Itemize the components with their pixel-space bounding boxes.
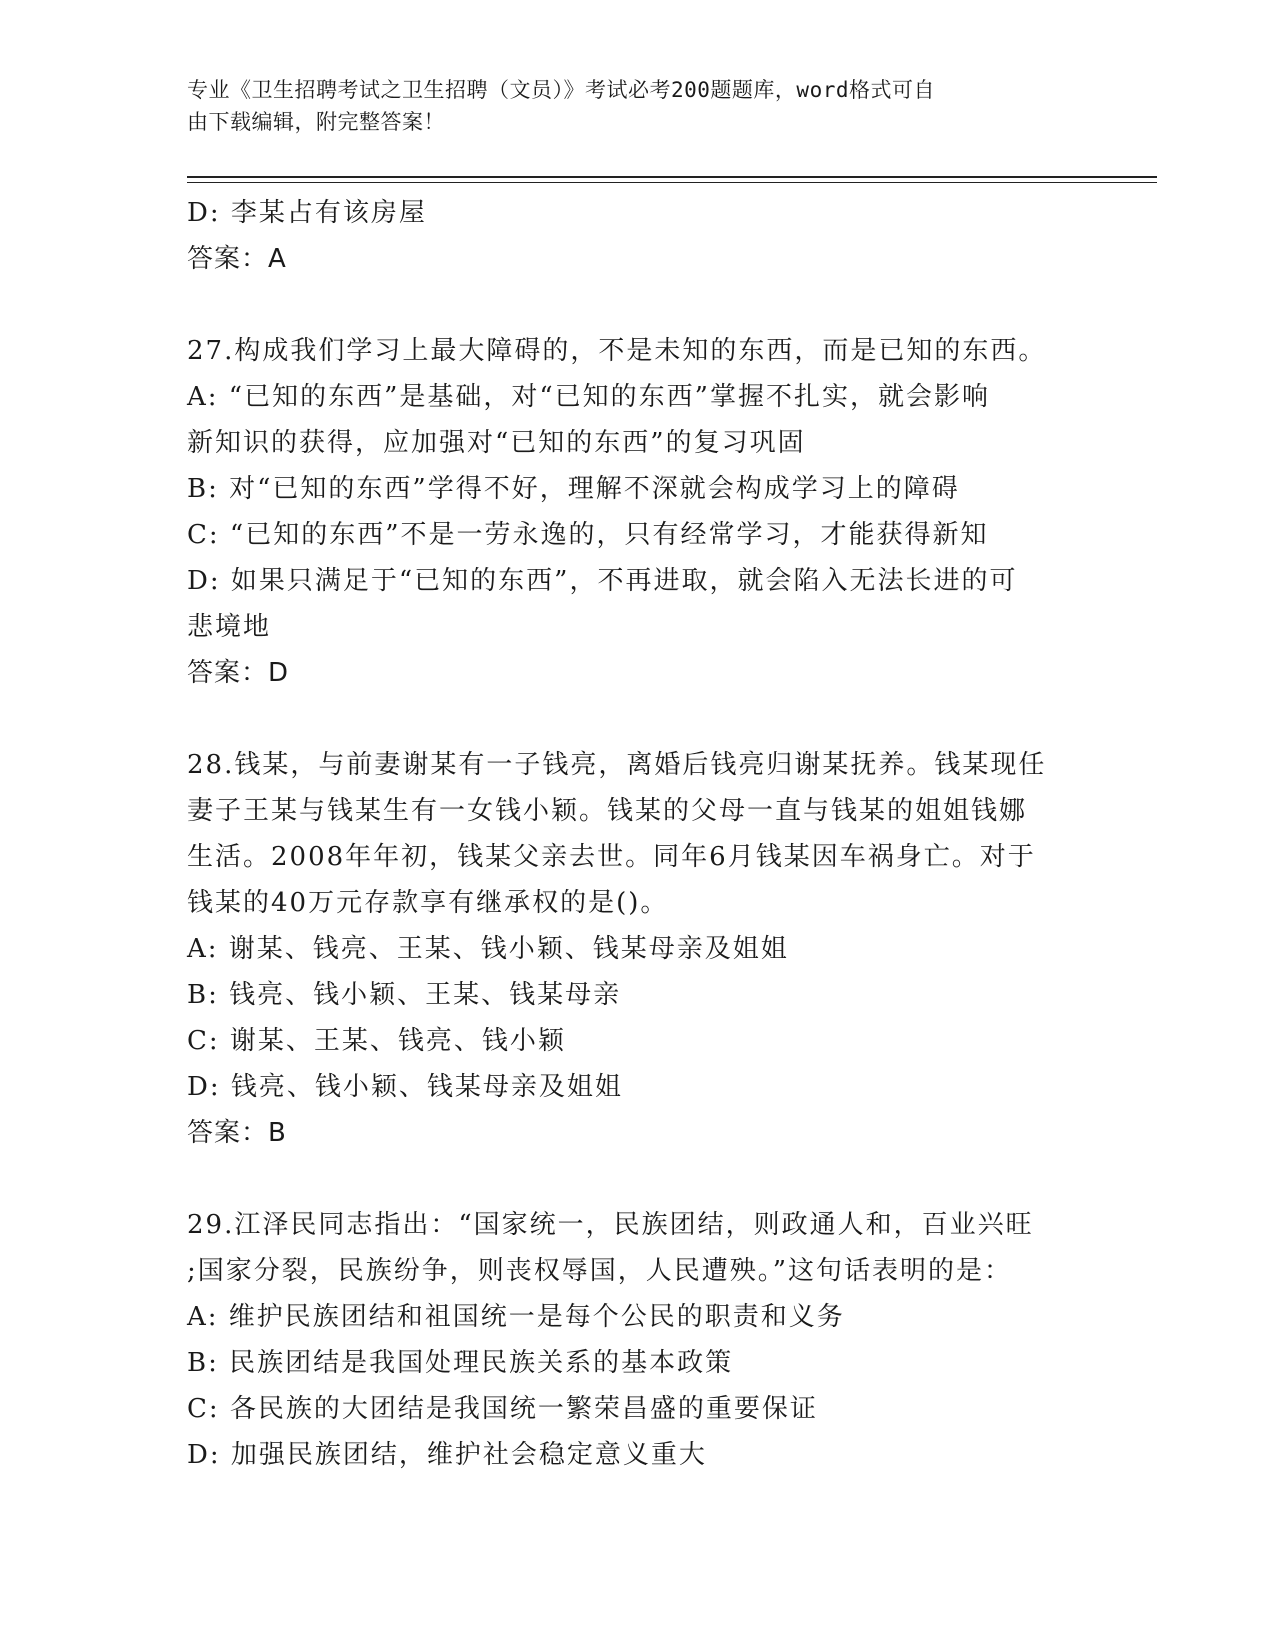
question-stem: 27.构成我们学习上最大障碍的，不是未知的东西，而是已知的东西。 — [187, 336, 1047, 366]
header-line: 由下载编辑，附完整答案！ — [187, 110, 445, 134]
option-b: B: 对“已知的东西”学得不好，理解不深就会构成学习上的障碍 — [187, 474, 960, 504]
question-28 — [187, 742, 1087, 1156]
option-c: C: 谢某、王某、钱亮、钱小颖 — [187, 1026, 566, 1056]
option-d: D: 加强民族团结，维护社会稳定意义重大 — [187, 1440, 707, 1470]
option-d: D: 李某占有该房屋 — [187, 198, 427, 228]
question-stem-continued: ;国家分裂，民族纷争，则丧权辱国，人民遭殃。”这句话表明的是： — [187, 1256, 1013, 1286]
question-27 — [187, 328, 1087, 696]
option-c: C: “已知的东西”不是一劳永逸的，只有经常学习，才能获得新知 — [187, 520, 989, 550]
option-c: C: 各民族的大团结是我国统一繁荣昌盛的重要保证 — [187, 1394, 818, 1424]
question-29 — [187, 1202, 1087, 1478]
option-d: D: 如果只满足于“已知的东西”，不再进取，就会陷入无法长进的可 — [187, 566, 1018, 596]
option-b: B: 钱亮、钱小颖、王某、钱某母亲 — [187, 980, 622, 1010]
option-a: A: 谢某、钱亮、王某、钱小颖、钱某母亲及姐姐 — [187, 934, 789, 964]
document-header — [187, 74, 1067, 138]
option-a: A: “已知的东西”是基础，对“已知的东西”掌握不扎实，就会影响 — [187, 382, 990, 412]
option-b: B: 民族团结是我国处理民族关系的基本政策 — [187, 1348, 734, 1378]
question-stem-continued: 钱某的40万元存款享有继承权的是()。 — [187, 888, 669, 918]
option-a: A: 维护民族团结和祖国统一是每个公民的职责和义务 — [187, 1302, 845, 1332]
answer: 答案：D — [187, 658, 290, 688]
answer: 答案：B — [187, 1118, 287, 1148]
question-stem-continued: 生活。2008年年初，钱某父亲去世。同年6月钱某因车祸身亡。对于 — [187, 842, 1036, 872]
answer: 答案：A — [187, 244, 287, 274]
option-d-continued: 悲境地 — [187, 612, 272, 642]
question-stem: 29.江泽民同志指出：“国家统一，民族团结，则政通人和，百业兴旺 — [187, 1210, 1034, 1240]
question-stem: 28.钱某，与前妻谢某有一子钱亮，离婚后钱亮归谢某抚养。钱某现任 — [187, 750, 1047, 780]
header-divider-thin — [187, 182, 1157, 183]
carryover-question — [187, 190, 1087, 282]
question-stem-continued: 妻子王某与钱某生有一女钱小颖。钱某的父母一直与钱某的姐姐钱娜 — [187, 796, 1028, 826]
document-body — [187, 190, 1087, 1478]
option-d: D: 钱亮、钱小颖、钱某母亲及姐姐 — [187, 1072, 623, 1102]
header-divider — [187, 176, 1157, 178]
option-a-continued: 新知识的获得，应加强对“已知的东西”的复习巩固 — [187, 428, 806, 458]
header-line: 专业《卫生招聘考试之卫生招聘（文员）》考试必考200题题库，word格式可自 — [187, 78, 935, 102]
